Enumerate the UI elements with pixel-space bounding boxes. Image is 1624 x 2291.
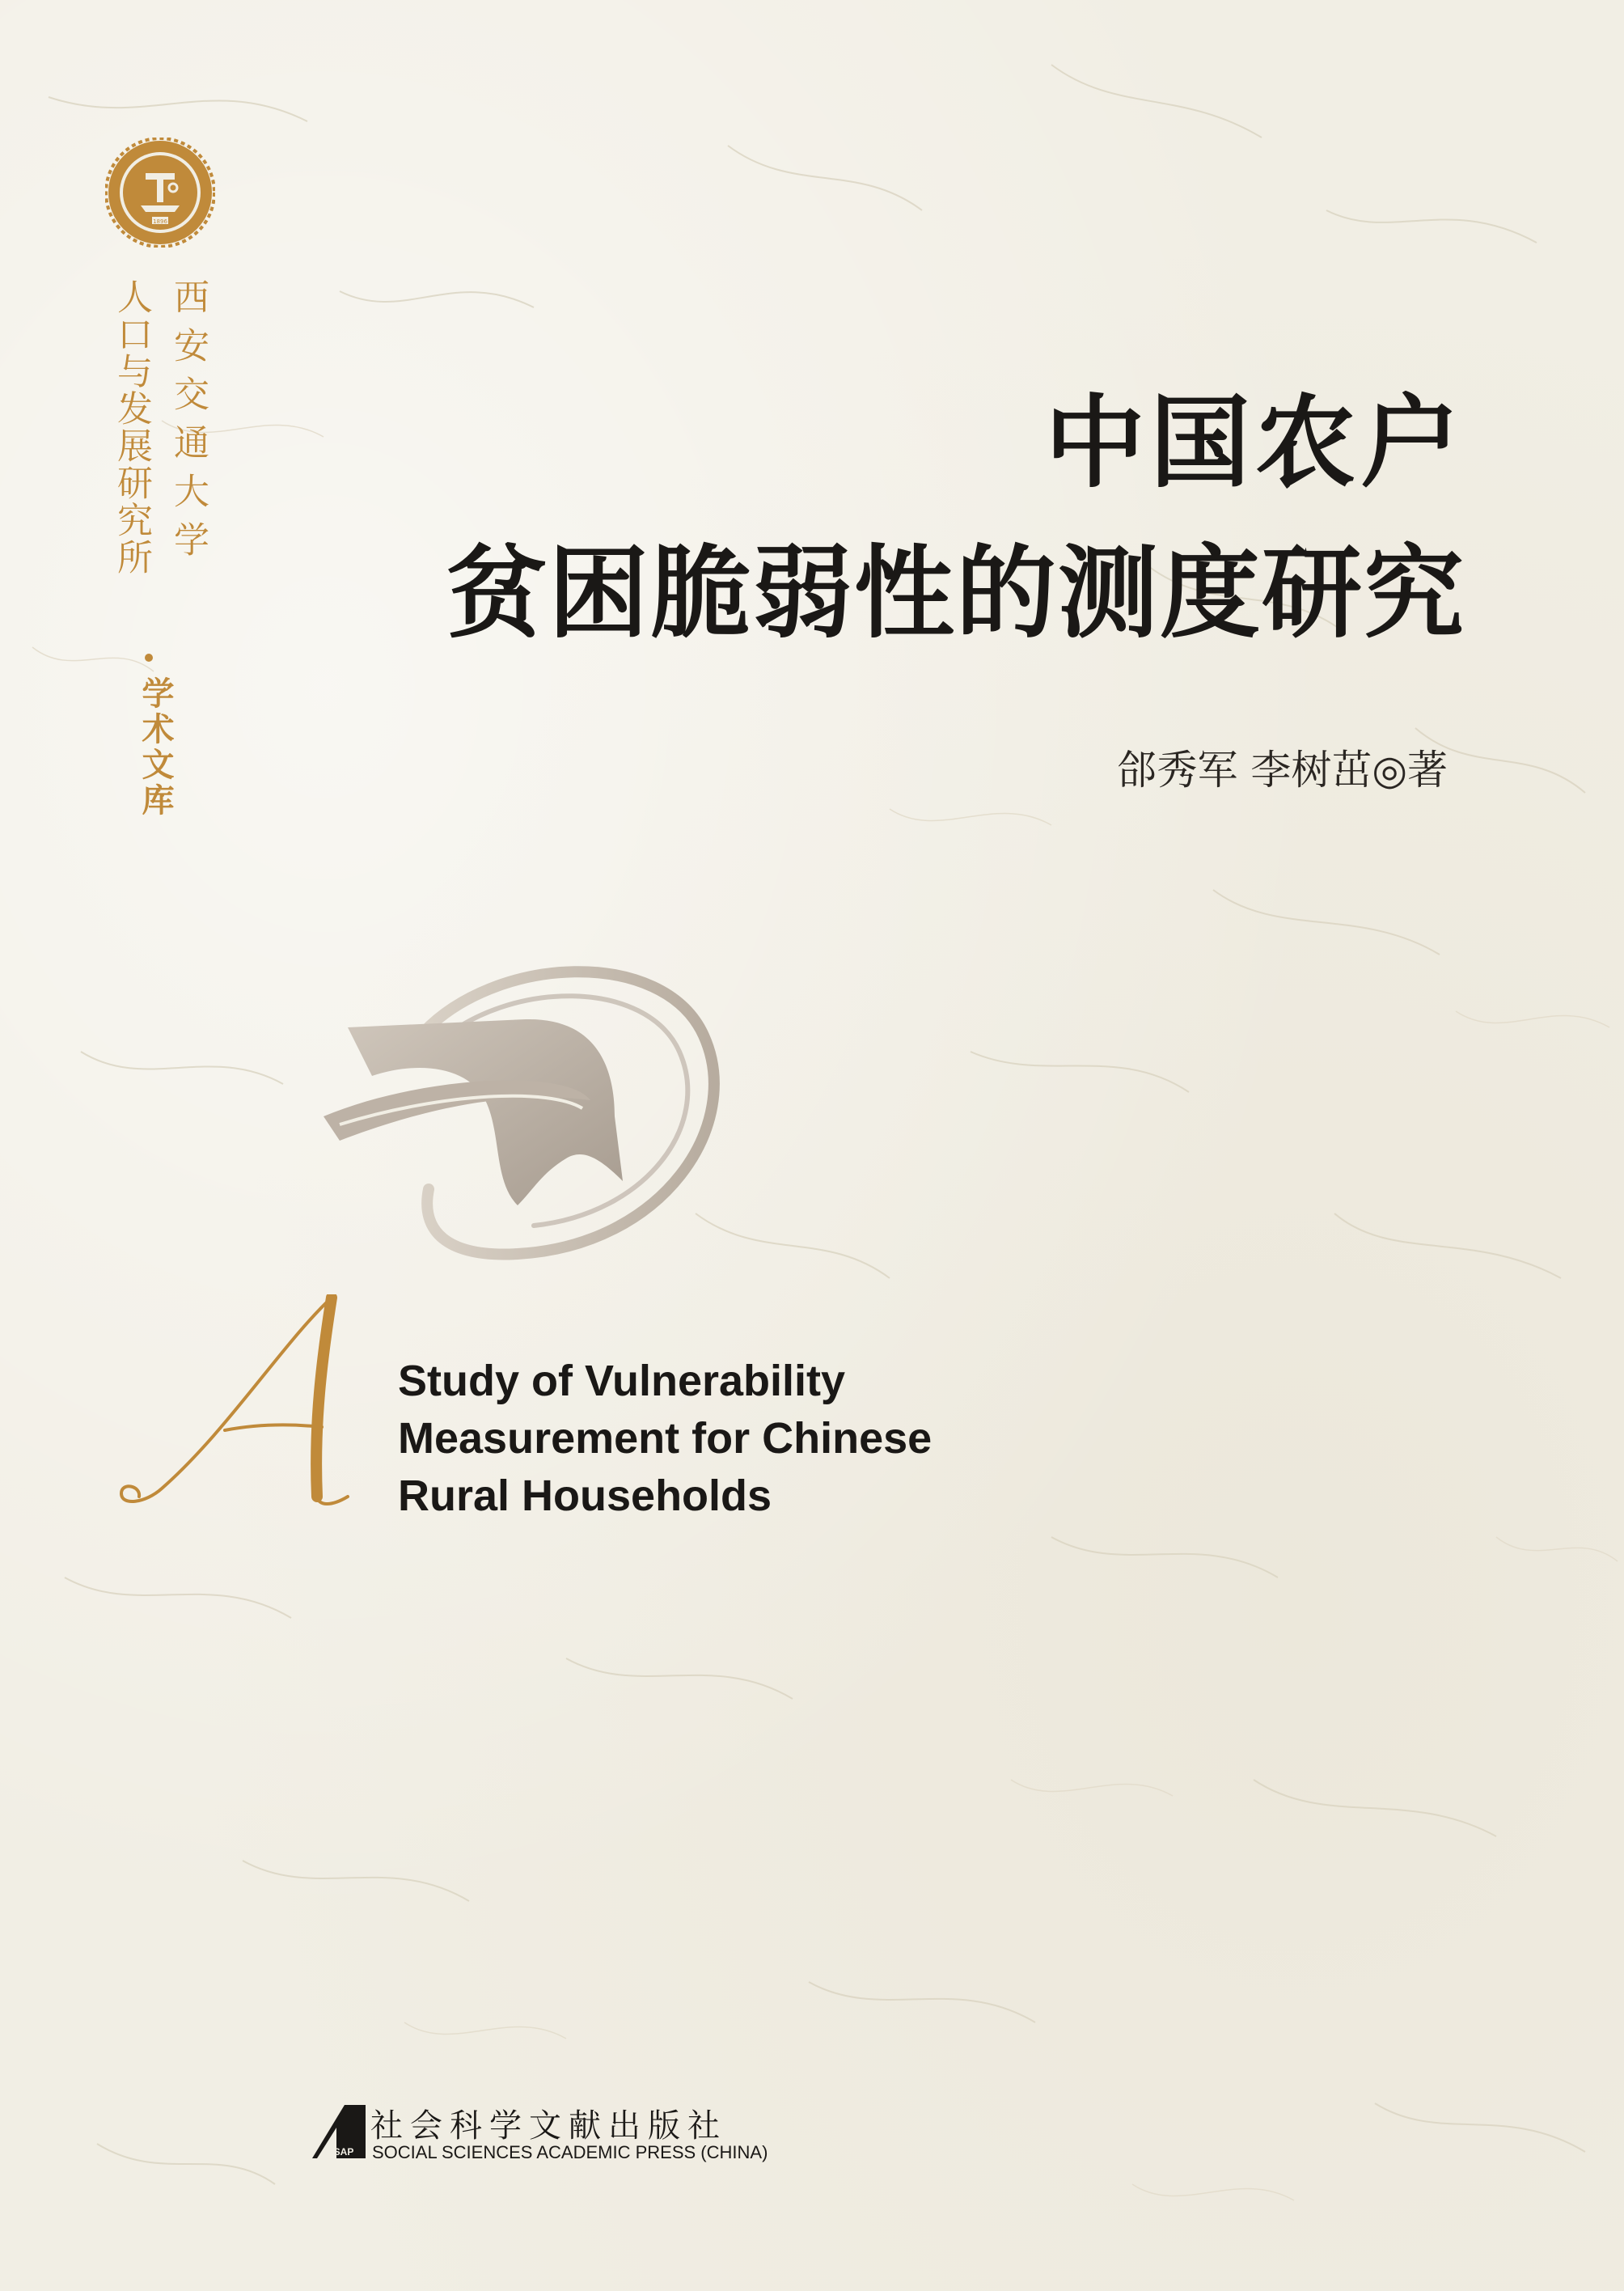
english-title-line-3: Rural Households xyxy=(398,1472,772,1520)
book-authors: 郃秀军 李树茁◎著 xyxy=(1116,747,1448,794)
svg-text:SSAP: SSAP xyxy=(327,2146,354,2158)
english-title xyxy=(398,1353,932,1525)
english-title-line-1: Study of Vulnerability xyxy=(398,1357,846,1405)
svg-text:A: A xyxy=(105,1294,106,1295)
series-name-library: 学术文库 xyxy=(137,676,174,819)
english-title-line-2: Measurement for Chinese xyxy=(398,1414,933,1463)
series-dot xyxy=(145,654,153,662)
initial-letter-a xyxy=(105,1294,404,1513)
publisher-name-chinese: 社会科学文献出版社 xyxy=(370,2107,727,2145)
svg-text:1896: 1896 xyxy=(153,218,167,225)
ssap-logo-icon xyxy=(312,2105,366,2158)
book-title-line-1: 中国农户 xyxy=(1044,384,1465,502)
university-seal-icon xyxy=(105,138,215,248)
publisher-name-english: SOCIAL SCIENCES ACADEMIC PRESS (CHINA) xyxy=(372,2142,768,2162)
series-name-institute: 人口与发展研究所 xyxy=(111,278,152,576)
swoosh-emblem-icon xyxy=(324,946,760,1286)
series-name-university: 西安交通大学 xyxy=(167,278,209,570)
book-title-line-2: 贫困脆弱性的测度研究 xyxy=(446,535,1465,652)
